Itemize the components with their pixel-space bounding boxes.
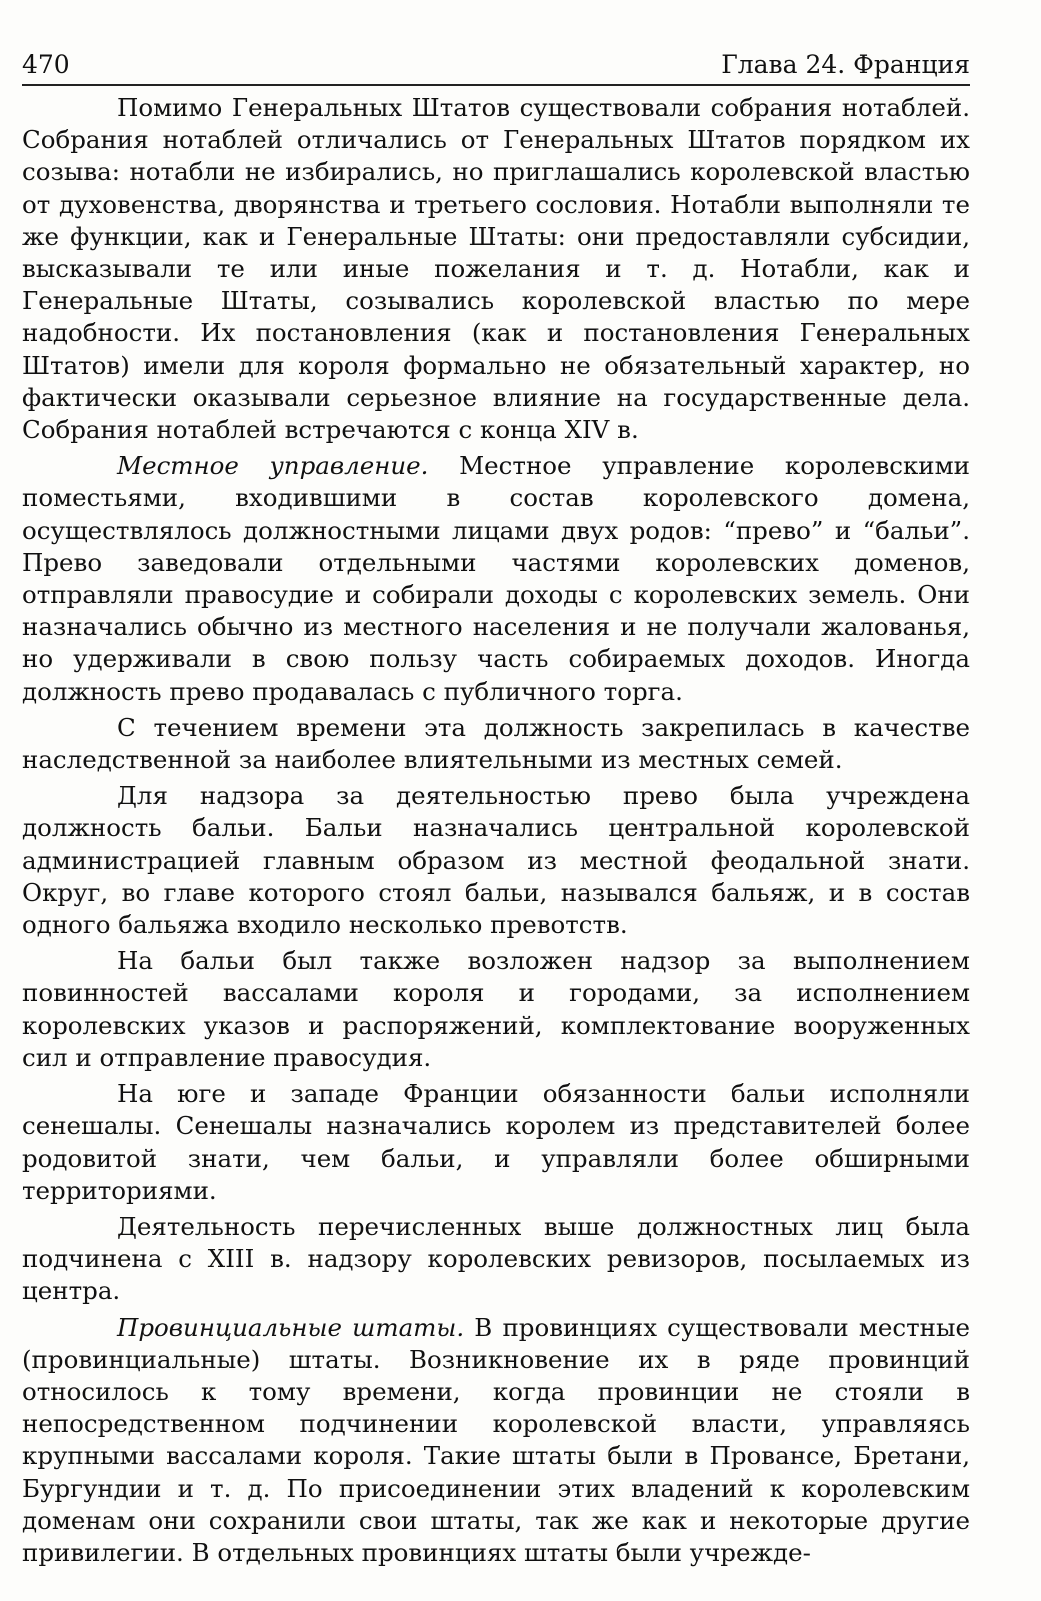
page-header	[22, 40, 970, 86]
paragraph	[22, 92, 970, 446]
paragraph-text: Деятельность перечисленных выше должностных лиц была подчинена с XIII в. надзору королевских ревизоров, посылаемых из центра.	[22, 1211, 970, 1306]
paragraph-text: В провинциях существовали местные (провинциальные) штаты. Возникновение их в ряде провинций относилось к тому времени, когда провинции не стояли в непосредственном подчинении королевской власти, управляясь крупными вассалами короля. Такие штаты были в Провансе, Бретани, Бургундии и т. д. По присоединении этих владений к королевским доменам они сохранили свои штаты, так же как и некоторые другие привилегии. В отдельных провинциях штаты были учрежде-	[22, 1312, 970, 1567]
paragraph-text: Для надзора за деятельностью прево была учреждена должность бальи. Бальи назначались центральной королевской администрацией главным образом из местной феодальной знати. Округ, во главе которого стоял бальи, назывался бальяж, и в состав одного бальяжа входило несколько превотств.	[22, 781, 970, 940]
paragraph-lead: Провинциальные штаты.	[117, 1312, 465, 1342]
body-text	[22, 92, 970, 1569]
paragraph	[22, 1211, 970, 1308]
running-title: Глава 24. Франция	[721, 50, 970, 79]
paragraph	[22, 1078, 970, 1207]
paragraph	[22, 780, 970, 941]
paragraph-text: Местное управление королевскими поместьями, входившими в состав королевского домена, осуществлялось должностными лицами двух родов: “прево” и “бальи”. Прево заведовали отдельными частями королевских доменов, отправляли правосудие и собирали доходы с королевских земель. Они назначались обычно из местного населения и не получали жалованья, но удерживали в свою пользу часть собираемых доходов. Иногда должность прево продавалась с публичного торга.	[22, 451, 971, 706]
paragraph	[22, 1312, 970, 1570]
paragraph-text: Помимо Генеральных Штатов существовали собрания нотаблей. Собрания нотаблей отличались от Генеральных Штатов порядком их созыва: нотабли не избирались, но приглашались королевской властью от духовенства, дворянства и третьего сословия. Нотабли выполняли те же функции, как и Генеральные Штаты: они предоставляли субсидии, высказывали те или иные пожелания и т. д. Нотабли, как и Генеральные Штаты, созывались королевской властью по мере надобности. Их постановления (как и постановления Генеральных Штатов) имели для короля формально не обязательный характер, но фактически оказывали серьезное влияние на государственные дела. Собрания нотаблей встречаются с конца XIV в.	[22, 93, 970, 445]
paragraph	[22, 712, 970, 776]
paragraph-text: На юге и западе Франции обязанности бальи исполняли сенешалы. Сенешалы назначались королем из представителей более родовитой знати, чем бальи, и управляли более обширными территориями.	[22, 1079, 970, 1205]
paragraph-lead: Местное управление.	[117, 451, 429, 481]
paragraph-text: С течением времени эта должность закрепилась в качестве наследственной за наиболее влиятельными из местных семей.	[22, 712, 970, 775]
paragraph-text: На бальи был также возложен надзор за выполнением повинностей вассалами короля и городами, за исполнением королевских указов и распоряжений, комплектование вооруженных сил и отправление правосудия.	[22, 946, 970, 1072]
page-number: 470	[22, 50, 70, 79]
paragraph	[22, 945, 970, 1074]
paragraph	[22, 450, 970, 708]
